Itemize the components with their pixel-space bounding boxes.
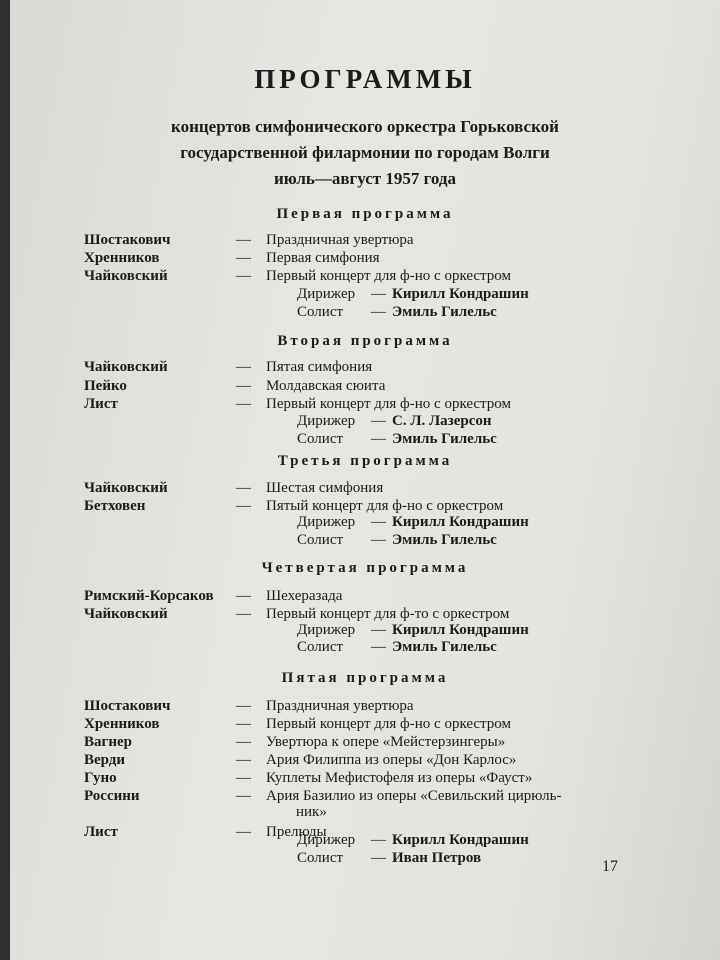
conductor-label: Дирижер bbox=[297, 286, 356, 302]
dash: — bbox=[236, 770, 251, 786]
composer: Верди bbox=[84, 752, 126, 768]
dash: — bbox=[236, 498, 251, 514]
conductor-name: С. Л. Лазерсон bbox=[392, 413, 492, 429]
piece-continuation: ник» bbox=[296, 804, 327, 820]
conductor-name: Кирилл Кондрашин bbox=[392, 286, 529, 302]
piece: Ария Базилио из оперы «Севильский цирюль- bbox=[266, 788, 562, 804]
conductor-name: Кирилл Кондрашин bbox=[392, 622, 529, 638]
composer: Шостакович bbox=[84, 698, 171, 714]
page-number: 17 bbox=[602, 858, 618, 875]
soloist-name: Эмиль Гилельс bbox=[392, 532, 497, 548]
dash: — bbox=[236, 480, 251, 496]
soloist-name: Эмиль Гилельс bbox=[392, 431, 497, 447]
soloist-label: Солист bbox=[297, 431, 344, 447]
dash: — bbox=[371, 286, 386, 302]
dash: — bbox=[236, 698, 251, 714]
soloist-line bbox=[297, 849, 481, 867]
piece: Прелюды bbox=[266, 824, 327, 840]
piece: Праздничная увертюра bbox=[266, 698, 414, 714]
composer: Шостакович bbox=[84, 232, 171, 248]
soloist-label: Солист bbox=[297, 532, 344, 548]
soloist-label: Солист bbox=[297, 639, 344, 655]
conductor-label: Дирижер bbox=[297, 832, 356, 848]
piece: Пятый концерт для ф-но с оркестром bbox=[266, 498, 504, 514]
dash: — bbox=[236, 606, 251, 622]
composer: Лист bbox=[84, 396, 118, 412]
soloist-label: Солист bbox=[297, 304, 344, 320]
conductor-line bbox=[297, 513, 529, 531]
composer: Лист bbox=[84, 824, 118, 840]
piece: Первый концерт для ф-но с оркестром bbox=[266, 268, 511, 284]
dash: — bbox=[236, 824, 251, 840]
dash: — bbox=[236, 359, 251, 375]
dash: — bbox=[371, 431, 386, 447]
page-title: ПРОГРАММЫ bbox=[254, 64, 476, 94]
dash: — bbox=[371, 639, 386, 655]
dash: — bbox=[236, 716, 251, 732]
conductor-line bbox=[297, 285, 529, 303]
soloist-label: Солист bbox=[297, 850, 344, 866]
subtitle-line: июль—август 1957 года bbox=[273, 169, 457, 188]
soloist-name: Эмиль Гилельс bbox=[392, 639, 497, 655]
composer: Римский-Корсаков bbox=[84, 588, 214, 604]
composer: Россини bbox=[84, 788, 140, 804]
piece: Шехеразада bbox=[266, 588, 343, 604]
piece: Первый концерт для ф-то с оркестром bbox=[266, 606, 510, 622]
conductor-line bbox=[297, 621, 529, 639]
conductor-label: Дирижер bbox=[297, 622, 356, 638]
composer: Гуно bbox=[84, 770, 117, 786]
piece: Первый концерт для ф-но с оркестром bbox=[266, 716, 511, 732]
composer: Бетховен bbox=[84, 498, 146, 514]
subtitle bbox=[10, 114, 720, 192]
dash: — bbox=[371, 514, 386, 530]
piece: Увертюра к опере «Мейстерзингеры» bbox=[266, 734, 506, 750]
composer: Чайковский bbox=[84, 606, 168, 622]
subtitle-line: государственной филармонии по городам Волги bbox=[180, 143, 550, 162]
piece: Пятая симфония bbox=[266, 359, 373, 375]
composer: Чайковский bbox=[84, 480, 168, 496]
subtitle-line: концертов симфонического оркестра Горьковской bbox=[171, 117, 559, 136]
piece: Праздничная увертюра bbox=[266, 232, 414, 248]
conductor-line bbox=[297, 831, 529, 849]
soloist-name: Иван Петров bbox=[392, 850, 482, 866]
dash: — bbox=[236, 788, 251, 804]
dash: — bbox=[236, 734, 251, 750]
dash: — bbox=[371, 304, 386, 320]
piece: Ария Филиппа из оперы «Дон Карлос» bbox=[266, 752, 517, 768]
soloist-line bbox=[297, 638, 497, 656]
piece: Первая симфония bbox=[266, 250, 380, 266]
composer: Вагнер bbox=[84, 734, 132, 750]
conductor-line bbox=[297, 412, 492, 430]
piece: Шестая симфония bbox=[266, 480, 384, 496]
program-heading: Третья программа bbox=[277, 453, 453, 469]
composer: Хренников bbox=[84, 250, 160, 266]
piece: Куплеты Мефистофеля из оперы «Фауст» bbox=[266, 770, 533, 786]
conductor-name: Кирилл Кондрашин bbox=[392, 514, 529, 530]
soloist-name: Эмиль Гилельс bbox=[392, 304, 497, 320]
dash: — bbox=[236, 396, 251, 412]
dash: — bbox=[236, 232, 251, 248]
conductor-label: Дирижер bbox=[297, 413, 356, 429]
dash: — bbox=[371, 850, 386, 866]
dash: — bbox=[371, 532, 386, 548]
dash: — bbox=[236, 752, 251, 768]
composer: Чайковский bbox=[84, 268, 168, 284]
dash: — bbox=[236, 378, 251, 394]
composer: Пейко bbox=[84, 378, 127, 394]
document-page bbox=[10, 0, 720, 960]
conductor-label: Дирижер bbox=[297, 514, 356, 530]
dash: — bbox=[236, 588, 251, 604]
piece: Молдавская сюита bbox=[266, 378, 386, 394]
dash: — bbox=[371, 622, 386, 638]
dash: — bbox=[236, 268, 251, 284]
program-heading: Первая программа bbox=[276, 206, 454, 222]
composer: Хренников bbox=[84, 716, 160, 732]
program-heading: Вторая программа bbox=[277, 333, 453, 349]
program-heading: Пятая программа bbox=[281, 670, 449, 686]
conductor-name: Кирилл Кондрашин bbox=[392, 832, 529, 848]
program-heading: Четвертая программа bbox=[261, 560, 469, 576]
dash: — bbox=[371, 413, 386, 429]
dash: — bbox=[236, 250, 251, 266]
soloist-line bbox=[297, 430, 497, 448]
composer: Чайковский bbox=[84, 359, 168, 375]
piece: Первый концерт для ф-но с оркестром bbox=[266, 396, 511, 412]
dash: — bbox=[371, 832, 386, 848]
soloist-line bbox=[297, 303, 497, 321]
soloist-line bbox=[297, 531, 497, 549]
